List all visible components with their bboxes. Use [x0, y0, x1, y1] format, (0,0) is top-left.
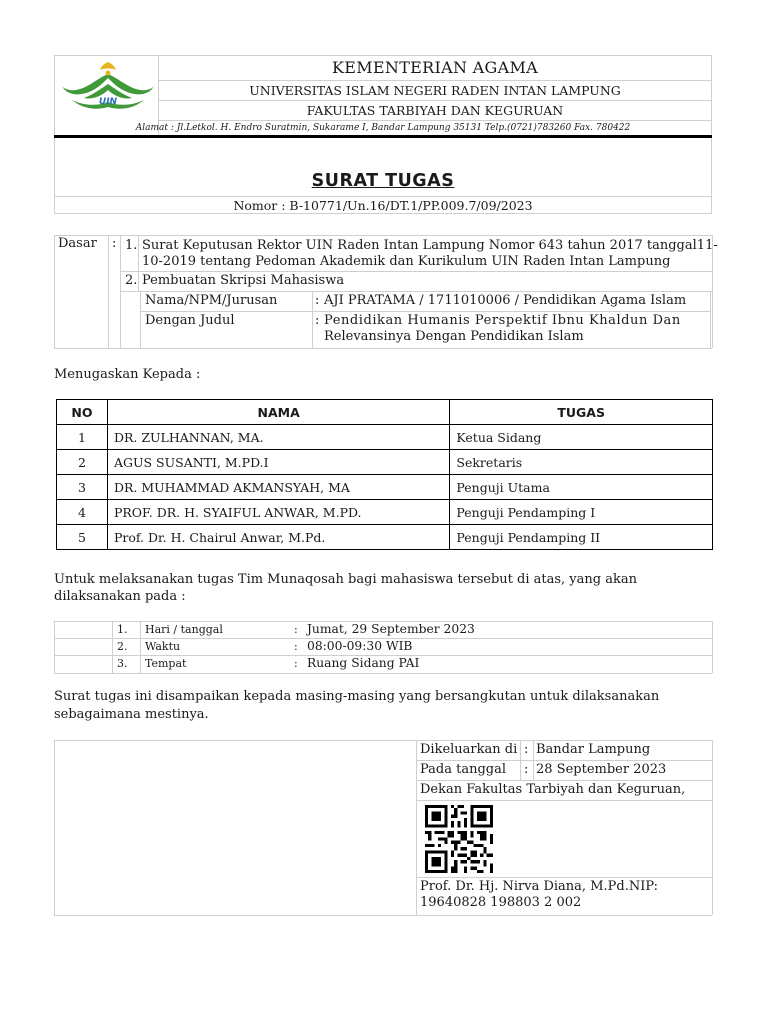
- ministry-name: KEMENTERIAN AGAMA: [332, 58, 538, 77]
- thesis-colon: :: [315, 313, 320, 328]
- intro-paragraph: dilaksanakan pada :: [54, 589, 186, 604]
- thesis-title: Pendidikan Humanis Perspektif Ibnu Khaldun Dan: [324, 313, 681, 328]
- schedule-label: Hari / tanggal: [145, 623, 223, 636]
- column-header: TUGAS: [450, 400, 713, 425]
- member-role: Penguji Utama: [450, 475, 713, 500]
- schedule-label: Waktu: [145, 640, 181, 653]
- issued-date-colon: :: [524, 762, 529, 777]
- schedule-colon: :: [294, 623, 298, 636]
- letterhead-divider: [158, 120, 712, 121]
- member-role: Penguji Pendamping II: [450, 525, 713, 550]
- signer-name: Prof. Dr. Hj. Nirva Diana, M.Pd.NIP:: [420, 879, 659, 894]
- table-row: [57, 475, 713, 500]
- intro-paragraph: Untuk melaksanakan tugas Tim Munaqosah bagi mahasiswa tersebut di atas, yang akan: [54, 572, 637, 587]
- member-name: AGUS SUSANTI, M.PD.I: [107, 450, 449, 475]
- row-number: 1: [57, 425, 108, 450]
- member-role: Ketua Sidang: [450, 425, 713, 450]
- issued-date-value: 28 September 2023: [536, 762, 667, 777]
- assign-intro: Menugaskan Kepada :: [54, 367, 201, 382]
- dasar-label: Dasar: [58, 236, 97, 251]
- row-number: 4: [57, 500, 108, 525]
- row-number: 5: [57, 525, 108, 550]
- dasar-item-2-number: 2.: [125, 273, 138, 288]
- closing-paragraph: Surat tugas ini disampaikan kepada masing-masing yang bersangkutan untuk dilaksanakan: [54, 689, 660, 704]
- schedule-number: 1.: [117, 623, 128, 636]
- document-number: Nomor : B-10771/Un.16/DT.1/PP.009.7/09/2023: [233, 198, 533, 213]
- schedule-label: Tempat: [145, 657, 187, 670]
- member-name: DR. ZULHANNAN, MA.: [107, 425, 449, 450]
- issued-date-label: Pada tanggal: [420, 762, 507, 777]
- signer-position: Dekan Fakultas Tarbiyah dan Keguruan,: [420, 782, 686, 797]
- assignments-table: [56, 399, 713, 550]
- faculty-name: FAKULTAS TARBIYAH DAN KEGURUAN: [306, 103, 564, 118]
- closing-paragraph: sebagaimana mestinya.: [54, 707, 209, 722]
- schedule-value: 08:00-09:30 WIB: [307, 639, 413, 653]
- document-title: SURAT TUGAS: [311, 171, 455, 191]
- column-header: NAMA: [107, 400, 449, 425]
- member-role: Penguji Pendamping I: [450, 500, 713, 525]
- issued-at-value: Bandar Lampung: [536, 742, 651, 757]
- address-line: Alamat : Jl.Letkol. H. Endro Suratmin, Sukarame I, Bandar Lampung 35131 Telp.(0721)783260 Fax. 780422: [135, 123, 631, 133]
- dasar-item-1-text: Surat Keputusan Rektor UIN Raden Intan Lampung Nomor 643 tahun 2017 tanggal11-: [142, 238, 718, 253]
- signer-nip: 19640828 198803 2 002: [420, 895, 582, 910]
- dasar-item-1-number: 1.: [125, 238, 138, 253]
- schedule-colon: :: [294, 657, 298, 670]
- table-header-row: [57, 400, 713, 425]
- letterhead-rule: [54, 135, 712, 138]
- svg-text:UIN: UIN: [98, 97, 118, 107]
- table-row: [57, 525, 713, 550]
- table-row: [57, 425, 713, 450]
- row-number: 3: [57, 475, 108, 500]
- member-name: Prof. Dr. H. Chairul Anwar, M.Pd.: [107, 525, 449, 550]
- letterhead-divider: [158, 80, 712, 81]
- member-name: DR. MUHAMMAD AKMANSYAH, MA: [107, 475, 449, 500]
- issued-at-label: Dikeluarkan di: [420, 742, 518, 757]
- student-colon: :: [315, 293, 320, 308]
- thesis-label: Dengan Judul: [145, 313, 235, 328]
- schedule-colon: :: [294, 640, 298, 653]
- table-row: [57, 450, 713, 475]
- member-role: Sekretaris: [450, 450, 713, 475]
- dasar-item-1-text: 10-2019 tentang Pedoman Akademik dan Kurikulum UIN Raden Intan Lampung: [142, 254, 671, 269]
- schedule-number: 3.: [117, 657, 128, 670]
- column-header: NO: [57, 400, 108, 425]
- thesis-title: Relevansinya Dengan Pendidikan Islam: [324, 329, 584, 344]
- dasar-item-2-text: Pembuatan Skripsi Mahasiswa: [142, 273, 345, 288]
- letterhead-divider: [158, 100, 712, 101]
- table-row: [57, 500, 713, 525]
- schedule-value: Ruang Sidang PAI: [307, 656, 420, 670]
- dasar-colon: :: [112, 236, 117, 251]
- member-name: PROF. DR. H. SYAIFUL ANWAR, M.PD.: [107, 500, 449, 525]
- student-label: Nama/NPM/Jurusan: [145, 293, 278, 308]
- title-divider: [54, 196, 712, 197]
- student-value: AJI PRATAMA / 1711010006 / Pendidikan Agama Islam: [324, 293, 687, 308]
- schedule-number: 2.: [117, 640, 128, 653]
- issued-at-colon: :: [524, 742, 529, 757]
- university-logo: [58, 60, 158, 120]
- row-number: 2: [57, 450, 108, 475]
- schedule-value: Jumat, 29 September 2023: [307, 622, 475, 636]
- qr-code-icon: [423, 805, 495, 873]
- university-name: UNIVERSITAS ISLAM NEGERI RADEN INTAN LAMPUNG: [249, 83, 621, 98]
